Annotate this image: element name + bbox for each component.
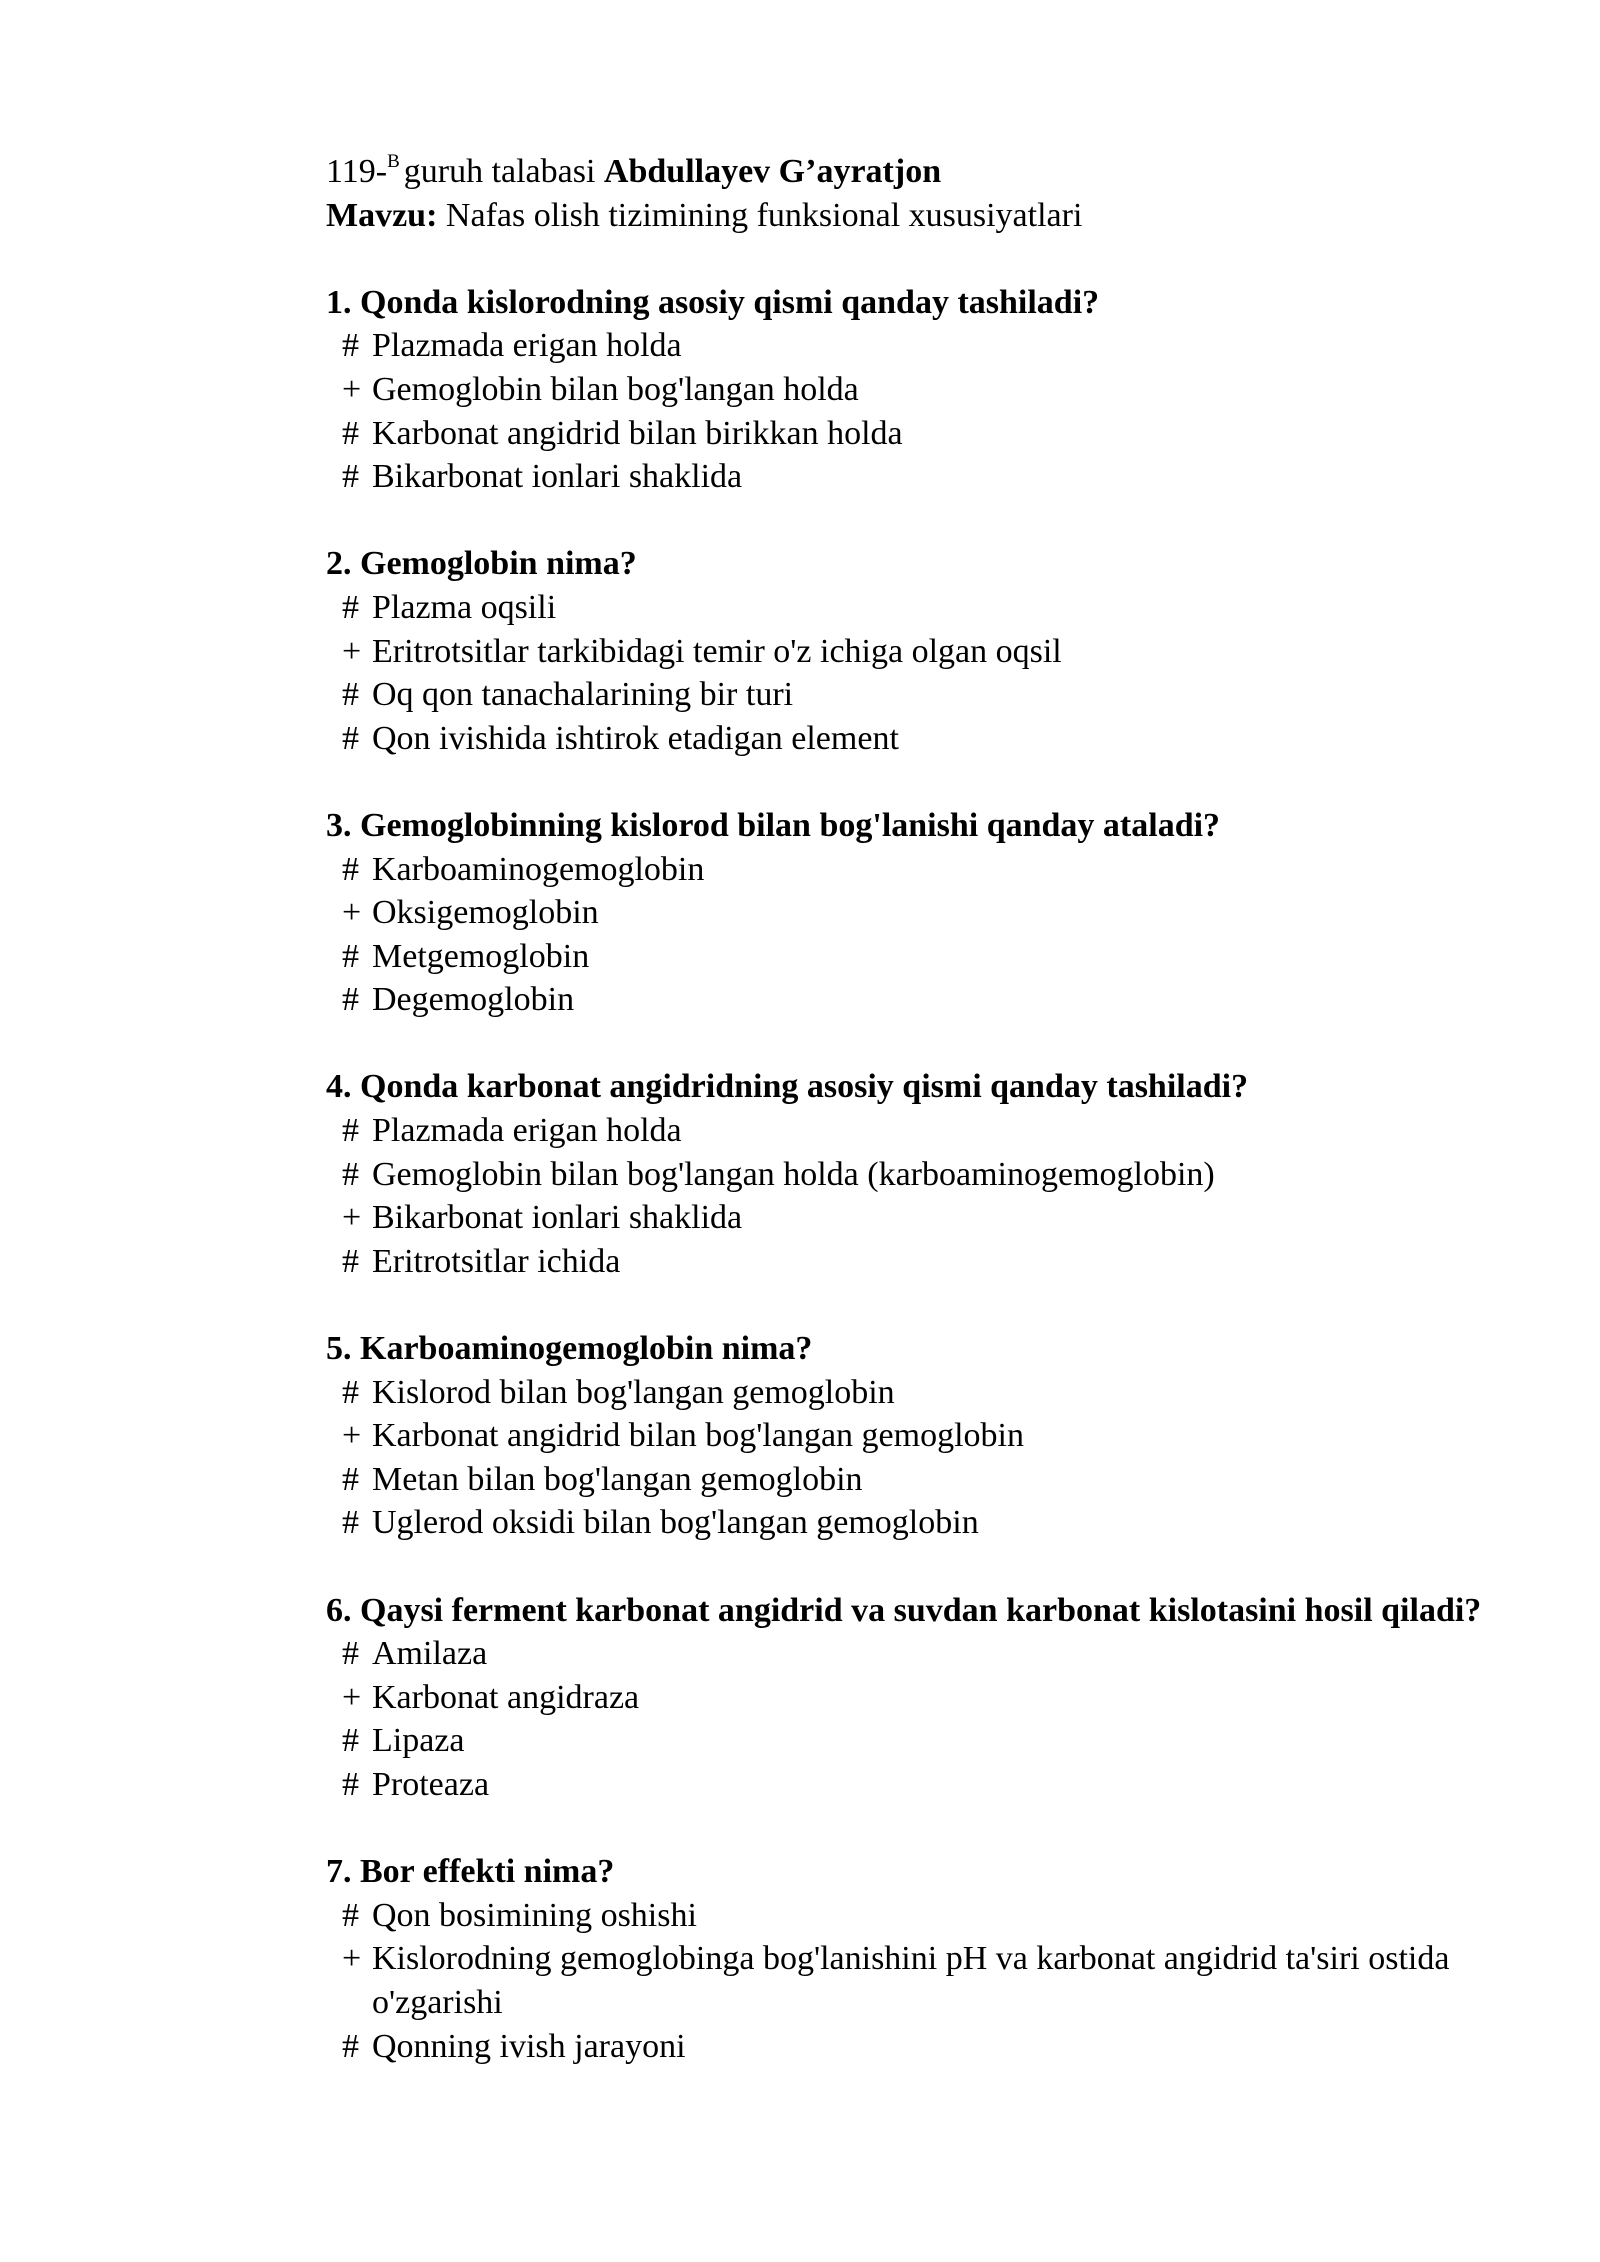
answer-text: Karboaminogemoglobin [372,850,705,888]
answer-marker: + [342,632,362,670]
answer-text: Karbonat angidraza [372,1678,640,1716]
answer-marker: # [342,327,359,365]
answer-marker: + [342,1199,362,1237]
topic-line [326,194,1516,238]
question-title: 7. Bor effekti nima? [326,1853,615,1891]
correct-answer [326,1937,1516,2024]
answer-text: Plazmada erigan holda [372,1112,682,1150]
answer-marker: + [342,1678,362,1716]
answer-marker: # [342,1504,359,1542]
correct-answer [326,630,1516,674]
answer-marker: # [342,1112,359,1150]
topic-label: Mavzu: [326,196,438,234]
answer-option [326,455,1516,499]
answer-text: Eritrotsitlar ichida [372,1242,621,1280]
answer-text: Plazmada erigan holda [372,327,682,365]
answer-option [326,324,1516,368]
spacer [326,237,1516,281]
question-block [326,1327,1516,1545]
question-title: 1. Qonda kislorodning asosiy qismi qanday tashiladi? [326,283,1100,321]
answer-marker: # [342,458,359,496]
answer-option [326,1371,1516,1415]
question-title: 6. Qaysi ferment karbonat angidrid va suvdan karbonat kislotasini hosil qiladi? [326,1591,1482,1629]
topic-text: Nafas olish tizimining funksional xususiyatlari [445,196,1083,234]
answer-text: Bikarbonat ionlari shaklida [372,1199,743,1237]
answer-marker: # [342,1373,359,1411]
answer-option [326,586,1516,630]
answer-text: Karbonat angidrid bilan bog'langan gemoglobin [372,1417,1024,1455]
answer-text: Qonning ivish jarayoni [372,2027,686,2065]
answer-text: Eritrotsitlar tarkibidagi temir o'z ichiga olgan oqsil [372,632,1062,670]
answer-text: Plazma oqsili [372,588,557,626]
group-number: 119- [326,153,388,190]
answer-marker: # [342,719,359,757]
question-block [326,1589,1516,1807]
answer-text: Qon bosimining oshishi [372,1896,697,1934]
answer-marker: + [342,1417,362,1455]
question-block [326,281,1516,499]
answer-marker: # [342,1155,359,1193]
answer-marker: # [342,981,359,1019]
answer-option [326,1719,1516,1763]
correct-answer [326,1414,1516,1458]
answer-option [326,1501,1516,1545]
answer-option [326,412,1516,456]
answer-option [326,1153,1516,1197]
document-page [326,150,1516,2112]
question-block [326,804,1516,1022]
answer-marker: # [342,588,359,626]
answer-marker: # [342,1896,359,1934]
answer-text: Bikarbonat ionlari shaklida [372,458,743,496]
student-line [326,150,1516,194]
answer-text: Lipaza [372,1722,465,1760]
answer-text: Gemoglobin bilan bog'langan holda (karboaminogemoglobin) [372,1155,1215,1193]
correct-answer [326,1676,1516,1720]
question-block [326,1850,1516,2068]
answer-option [326,1632,1516,1676]
student-name: Abdullayev G’ayratjon [603,153,942,190]
answer-marker: # [342,676,359,714]
answer-option [326,978,1516,1022]
answer-marker: # [342,1242,359,1280]
answer-text: Proteaza [372,1765,490,1803]
answer-marker: # [342,1460,359,1498]
answer-marker: + [342,894,362,932]
answer-text: Kislorod bilan bog'langan gemoglobin [372,1373,895,1411]
answer-marker: # [342,1722,359,1760]
answer-option [326,1894,1516,1938]
answer-text: Uglerod oksidi bilan bog'langan gemoglobin [372,1504,979,1542]
correct-answer [326,368,1516,412]
answer-text: Metan bilan bog'langan gemoglobin [372,1460,863,1498]
correct-answer [326,891,1516,935]
answer-marker: # [342,414,359,452]
answer-text: Karbonat angidrid bilan birikkan holda [372,414,903,452]
answer-marker: # [342,1635,359,1673]
answer-option [326,1458,1516,1502]
answer-option [326,1109,1516,1153]
answer-option [326,848,1516,892]
answer-option [326,717,1516,761]
answer-option [326,673,1516,717]
answer-marker: + [342,1940,362,1978]
question-title: 5. Karboaminogemoglobin nima? [326,1330,813,1368]
answer-text: Metgemoglobin [372,937,590,975]
question-block [326,542,1516,760]
answer-marker: # [342,2027,359,2065]
answer-text: Gemoglobin bilan bog'langan holda [372,370,859,408]
answer-marker: # [342,1765,359,1803]
answer-text: Kislorodning gemoglobinga bog'lanishini pH va karbonat angidrid ta'siri ostida o'zgarishi [372,1940,1450,2021]
question-title: 3. Gemoglobinning kislorod bilan bog'lanishi qanday ataladi? [326,806,1221,844]
answer-text: Oksigemoglobin [372,894,599,932]
correct-answer [326,1196,1516,1240]
group-superscript: B [387,151,400,172]
answer-marker: # [342,850,359,888]
answer-text: Oq qon tanachalarining bir turi [372,676,794,714]
answer-text: Amilaza [372,1635,488,1673]
question-list [326,281,1516,2068]
answer-option [326,1763,1516,1807]
question-title: 4. Qonda karbonat angidridning asosiy qismi qanday tashiladi? [326,1068,1249,1106]
answer-text: Degemoglobin [372,981,575,1019]
answer-option [326,2025,1516,2069]
answer-option [326,1240,1516,1284]
question-title: 2. Gemoglobin nima? [326,545,637,583]
group-text: guruh talabasi [403,153,596,190]
answer-marker: # [342,937,359,975]
answer-marker: + [342,370,362,408]
answer-option [326,935,1516,979]
question-block [326,1065,1516,1283]
answer-text: Qon ivishida ishtirok etadigan element [372,719,899,757]
